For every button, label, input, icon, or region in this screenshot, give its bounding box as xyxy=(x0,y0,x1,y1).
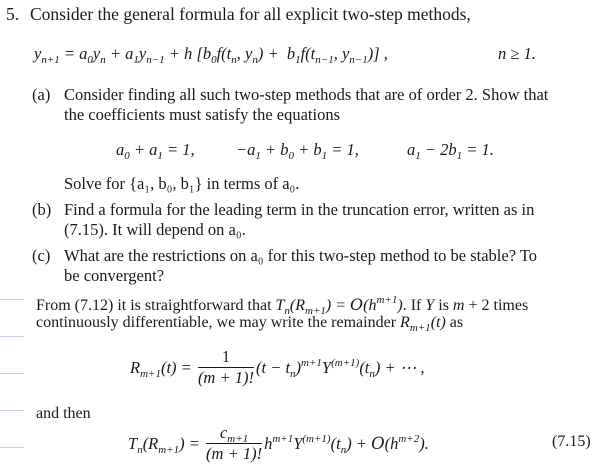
margin-line xyxy=(0,410,24,411)
part-a-followup: Solve for {a₁, b₀, b₁} in terms of a₀. xyxy=(64,174,300,193)
excerpt-line1: From (7.12) it is straightforward that $T_n(R_{m+1}) = O(h^{m+1})$. If Y is m + 2 times xyxy=(36,294,529,317)
margin-line xyxy=(0,447,24,448)
part-b-line1: Find a formula for the leading term in the truncation error, written as in xyxy=(64,200,535,219)
equation-a-1: $a_0 + a_1 = 1$, xyxy=(116,140,195,162)
margin-line xyxy=(0,336,24,337)
part-c-line2: be convergent? xyxy=(64,266,165,285)
part-c-line1: What are the restrictions on a₀ for this two-step method to be stable? To xyxy=(64,246,538,265)
equation-tag: (7.15) xyxy=(552,433,591,450)
margin-line xyxy=(0,299,24,300)
fraction: $\frac{c_{m+1}}{(m + 1)!}$ xyxy=(206,423,263,463)
truncation-equation: $T_n(R_{m+1})$ = $\frac{c_{m+1}}{(m + 1)!}$ $h^{m+1}Y^{(m+1)}(t_n) + O(h^{m+2})$. xyxy=(128,423,429,463)
equation-a-2: $-a_1 + b_0 + b_1 = 1$, xyxy=(236,140,359,162)
part-a-line1: Consider finding all such two-step methods that are of order 2. Show that xyxy=(64,85,549,104)
part-a-line2: the coefficients must satisfy the equations xyxy=(64,105,341,124)
formula-condition: n ≥ 1. xyxy=(498,44,536,63)
main-formula: $y_{n+1} = a_0y_n + a_1y_{n-1} + h$ [$b_0f(t_n$, $y_n) + b_1f(t_{n-1}$, $y_{n-1}$)] , xyxy=(34,44,388,66)
connector-text: and then xyxy=(36,405,91,422)
part-b-line2: (7.15). It will depend on a₀. xyxy=(64,220,246,239)
remainder-equation: $R_{m+1}(t)$ = $\frac{1}{(m + 1)!}$ $(t - t_n)^{m+1}Y^{(m+1)}(t_n)$ + ⋯ , xyxy=(130,347,425,387)
excerpt-line1-pre: From (7.12) it is straightforward that xyxy=(36,297,276,314)
part-a-label: (a) xyxy=(32,85,51,104)
part-b-label: (b) xyxy=(32,200,52,219)
margin-line xyxy=(0,373,24,374)
problem-intro: Consider the general formula for all explicit two-step methods, xyxy=(30,4,471,24)
fraction: $\frac{1}{(m + 1)!}$ xyxy=(197,347,254,387)
equation-a-3: $a_1 - 2b_1 = 1$. xyxy=(407,140,494,162)
part-c-label: (c) xyxy=(32,246,51,265)
excerpt-line2: continuously differentiable, we may write the remainder $R_{m+1}(t)$ as xyxy=(36,314,464,334)
problem-number: 5. xyxy=(6,4,20,24)
